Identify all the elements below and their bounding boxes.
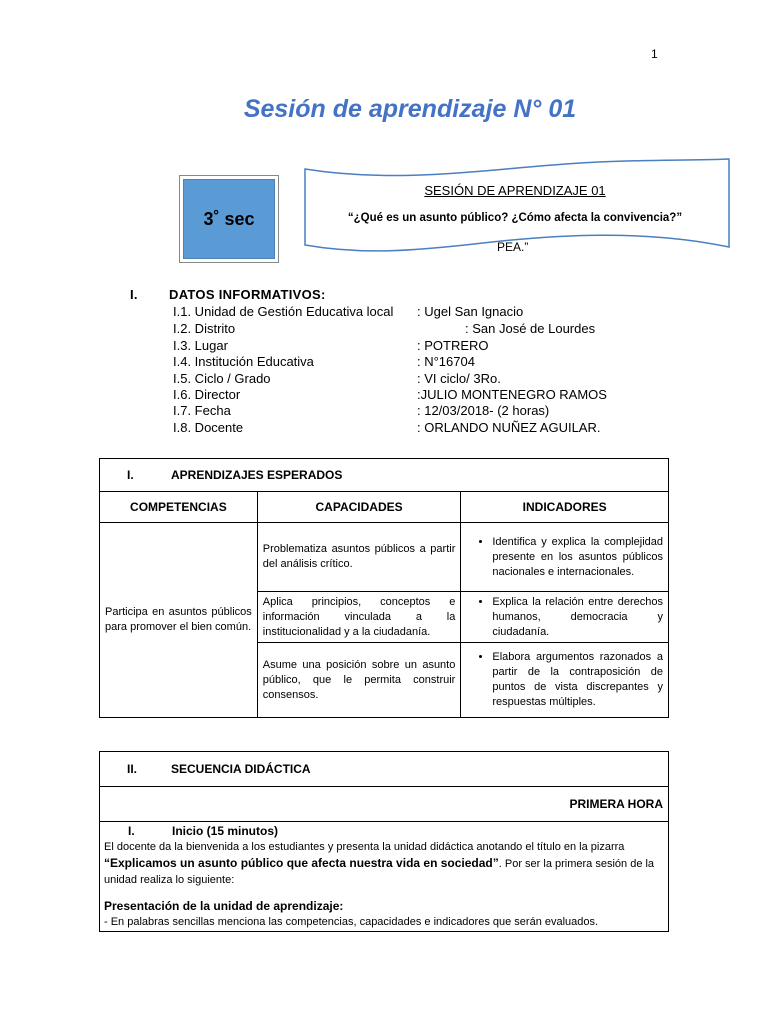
indicador-item: • Elabora argumentos razonados a partir de la contraposición de puntos de vista discrepantes y respuestas múltiples. [492, 650, 663, 710]
datos-label: I.2. Distrito [173, 321, 236, 336]
datos-label: I.8. Docente [173, 420, 244, 435]
inicio-title: Inicio (15 minutos) [172, 824, 279, 838]
table-row [100, 787, 669, 822]
indicador-item: • Explica la relación entre derechos humanos, democracia y ciudadanía. [492, 595, 663, 640]
header-competencias: COMPETENCIAS [100, 492, 258, 523]
capacidad-cell: Aplica principios, conceptos e información vinculada a la institucionalidad y a la ciudadanía. [257, 592, 461, 643]
secuencia-body [100, 822, 669, 932]
intro-paragraph [104, 839, 664, 888]
indicador-item: • Identifica y explica la complejidad presente en los asuntos públicos nacionales e internacionales. [492, 535, 663, 580]
grade-badge: 3˚ sec [183, 179, 275, 259]
banner-question: “¿Qué es un asunto público? ¿Cómo afecta la convivencia?” [347, 212, 683, 224]
competencia-cell: Participa en asuntos públicos para promover el bien común. [100, 523, 258, 718]
section-title: DATOS INFORMATIVOS: [169, 287, 326, 302]
inicio-number: I. [128, 824, 135, 838]
table-title-row [100, 752, 669, 787]
intro-bold-title: “Explicamos un asunto público que afecta nuestra vida en sociedad” [104, 856, 499, 870]
datos-label: I.1. Unidad de Gestión Educativa local [173, 304, 394, 319]
section-title: SECUENCIA DIDÁCTICA [171, 762, 311, 776]
primera-hora-label: PRIMERA HORA [100, 787, 669, 822]
datos-heading [130, 287, 326, 302]
table-header-row [100, 492, 669, 523]
section-title: APRENDIZAJES ESPERADOS [171, 468, 343, 482]
datos-label: I.7. Fecha [173, 403, 231, 418]
indicador-cell [461, 592, 669, 643]
datos-label: I.6. Director [173, 387, 241, 402]
indicador-cell [461, 643, 669, 718]
secuencia-table [99, 751, 669, 932]
datos-value: : ORLANDO NUÑEZ AGUILAR. [417, 420, 601, 435]
datos-value: :JULIO MONTENEGRO RAMOS [417, 387, 607, 402]
banner-tail: PEA.” [497, 240, 529, 254]
datos-value: : 12/03/2018- (2 horas) [417, 403, 550, 418]
datos-value: : N°16704 [417, 354, 475, 369]
intro-rest: . Por ser la primera sesión de la unidad realiza lo siguiente: [104, 858, 655, 886]
presentacion-text: - En palabras sencillas menciona las competencias, capacidades e indicadores que serán evaluados. [104, 916, 599, 928]
inicio-heading [104, 823, 664, 839]
presentacion-heading: Presentación de la unidad de aprendizaje: [104, 899, 344, 913]
section-number: I. [127, 468, 134, 482]
datos-value: : VI ciclo/ 3Ro. [417, 371, 501, 386]
table-row [100, 523, 669, 592]
grade-badge-frame [179, 175, 279, 263]
table-title-row [100, 459, 669, 492]
page-number: 1 [651, 47, 658, 61]
section-number: I. [130, 287, 138, 302]
datos-label: I.4. Institución Educativa [173, 354, 314, 369]
banner-title: SESIÓN DE APRENDIZAJE 01 [424, 183, 606, 198]
section-number: II. [127, 762, 138, 776]
datos-value: : San José de Lourdes [465, 321, 596, 336]
aprendizajes-heading [100, 459, 669, 492]
header-indicadores: INDICADORES [461, 492, 669, 523]
table-row [100, 822, 669, 932]
capacidad-cell: Asume una posición sobre un asunto público, que le permita construir consensos. [257, 643, 461, 718]
capacidad-cell: Problematiza asuntos públicos a partir del análisis crítico. [257, 523, 461, 592]
aprendizajes-table [99, 458, 669, 718]
indicador-cell [461, 523, 669, 592]
datos-value: : Ugel San Ignacio [417, 304, 524, 319]
datos-label: I.3. Lugar [173, 338, 228, 353]
intro-text: El docente da la bienvenida a los estudiantes y presenta la unidad didáctica anotando el título en la pizarra [104, 841, 625, 853]
secuencia-heading [100, 752, 669, 787]
header-capacidades: CAPACIDADES [257, 492, 461, 523]
datos-value: : POTRERO [417, 338, 489, 353]
datos-label: I.5. Ciclo / Grado [173, 371, 271, 386]
page-title: Sesión de aprendizaje N° 01 [243, 95, 577, 123]
